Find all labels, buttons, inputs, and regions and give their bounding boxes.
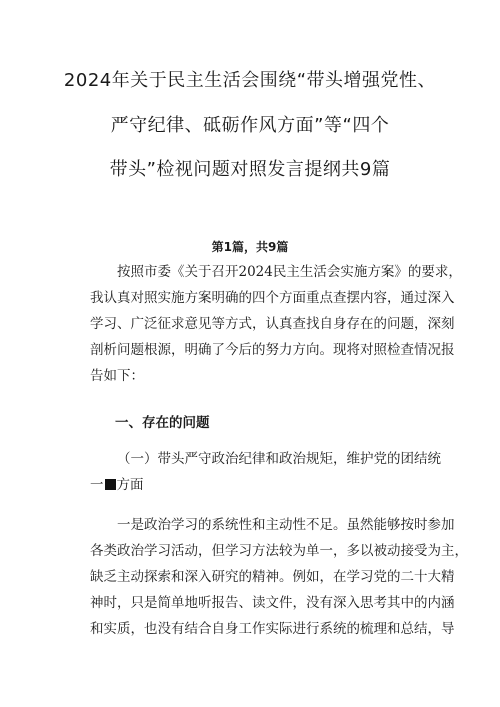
intro-line: 我认真对照实施方案明确的四个方面重点查摆内容，通过深入 (90, 290, 455, 306)
subsection-suffix: 方面 (116, 477, 144, 493)
subsection-line-1: （一）带头严守政治纪律和政治规矩，维护党的团结统 (117, 451, 441, 467)
subsection-prefix: 一 (90, 477, 104, 493)
intro-paragraph (90, 259, 462, 389)
body-line: 神时，只是简单地听报告、读文件，没有深入思考其中的内涵 (90, 595, 455, 611)
intro-line: 告如下： (90, 368, 144, 384)
subsection-line-2 (90, 472, 430, 498)
body-line: 各类政治学习活动，但学习方法较为单一，多以被动接受为主， (90, 543, 468, 559)
intro-line: 剖析问题根源，明确了今后的努力方向。现将对照检查情况报 (90, 342, 455, 358)
body-line: 一是政治学习的系统性和主动性不足。虽然能够按时参加 (117, 517, 455, 533)
body-line: 缺乏主动探索和深入研究的精神。例如，在学习党的二十大精 (90, 569, 455, 585)
body-paragraph (90, 512, 468, 642)
body-line: 和实质，也没有结合自身工作实际进行系统的梳理和总结，导 (90, 621, 455, 637)
document-title-line-3: 带头”检视问题对照发言提纲共9篇 (109, 159, 391, 180)
black-square-icon (105, 479, 116, 490)
document-title-line-2: 严守纪律、砥砺作风方面”等“四个 (110, 115, 390, 136)
subsection-heading (90, 446, 441, 498)
intro-line: 学习、广泛征求意见等方式，认真查找自身存在的问题，深刻 (90, 316, 455, 332)
document-title-line-1: 2024年关于民主生活会围绕“带头增强党性、 (63, 70, 437, 91)
section-heading: 一、存在的问题 (115, 415, 210, 431)
intro-line: 按照市委《关于召开2024民主生活会实施方案》的要求， (117, 264, 462, 280)
part-label: 第1篇，共9篇 (211, 240, 289, 254)
